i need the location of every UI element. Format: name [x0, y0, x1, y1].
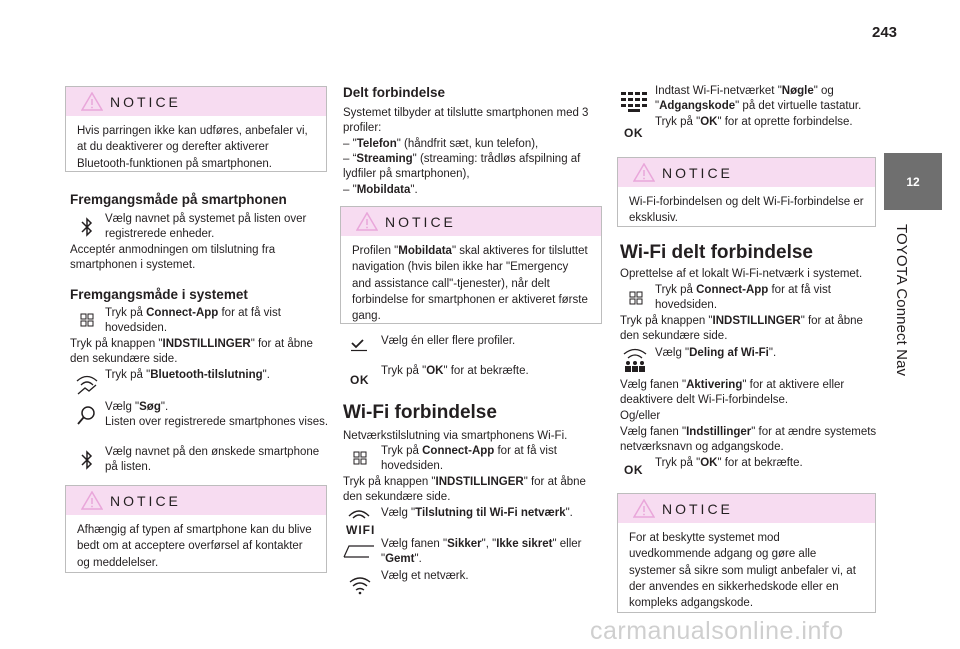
notice-box	[65, 86, 327, 172]
warning-icon	[633, 163, 655, 182]
section-title: Wi-Fi delt forbindelse	[620, 242, 813, 263]
paragraph: Oprettelse af et lokalt Wi-Fi-netværk i systemet.	[620, 268, 863, 280]
notice-box	[65, 485, 327, 573]
step-text: Vælg "Tilslutning til Wi-Fi netværk".	[381, 507, 573, 519]
list-item: – “Streaming" (streaming: trådløs afspilning af lydfiler på smartphonen),	[343, 153, 581, 181]
bluetooth-icon	[80, 449, 94, 471]
wifi-waves-icon	[346, 507, 372, 519]
notice-box	[617, 157, 876, 227]
step-text: Vælg "Deling af Wi-Fi".	[655, 347, 777, 359]
step-text: Tryk på "Bluetooth-tilslutning".	[105, 369, 270, 381]
warning-icon	[633, 499, 655, 518]
step-text: Vælg navnet på den ønskede smartphone på listen.	[105, 446, 320, 474]
list-item: – "Mobildata".	[343, 184, 418, 196]
notice-title: NOTICE	[662, 165, 733, 181]
step-text: Tryk på knappen "INDSTILLINGER" for at åbne den sekundære side.	[620, 315, 863, 343]
tab-select-icon	[343, 544, 375, 558]
section-heading: Fremgangsmåde på smartphonen	[70, 192, 287, 207]
step-text: Vælg fanen "Sikker", "Ikke sikret" eller "Gemt".	[381, 538, 582, 566]
step-text: Tryk på "OK" for at bekræfte.	[655, 457, 803, 469]
step-text: Tryk på knappen "INDSTILLINGER" for at åbne den sekundære side.	[70, 338, 313, 366]
ok-icon: OK	[624, 463, 643, 477]
wifi-signal-icon	[348, 575, 372, 595]
notice-title: NOTICE	[662, 501, 733, 517]
notice-title: NOTICE	[385, 214, 456, 230]
checkbox-icon	[350, 338, 368, 352]
paragraph: Og/eller	[620, 410, 661, 422]
ok-icon: OK	[624, 126, 643, 140]
watermark: carmanualsonline.info	[590, 617, 844, 645]
notice-text: For at beskytte systemet mod uvedkommende adgang og gøre alle systemer så sikre som muligt anbefaler vi, at der anvendes en sikkerhedskode eller en kompleks adgangskode.	[629, 532, 856, 610]
notice-header	[66, 87, 326, 116]
page-number: 243	[872, 24, 898, 41]
chapter-tab: 12	[884, 153, 942, 210]
step-text: Tryk på "OK" for at bekræfte.	[381, 365, 529, 377]
step-text: Vælg én eller flere profiler.	[381, 335, 516, 347]
apps-grid-icon	[353, 451, 367, 465]
list-item: – "Telefon" (håndfrit sæt, kun telefon),	[343, 138, 539, 150]
step-text: Listen over registrerede smartphones vises.	[105, 416, 329, 428]
step-text: Vælg navnet på systemet på listen over registrerede enheder.	[105, 213, 307, 241]
step-text: Tryk på Connect-App for at få vist hovedsiden.	[655, 284, 831, 312]
step-text: Tryk på Connect-App for at få vist hovedsiden.	[105, 307, 281, 335]
wifi-icon	[346, 506, 375, 537]
step-text: Indtast Wi-Fi-netværket "Nøgle" og "Adgangskode" på det virtuelle tastatur.	[655, 85, 862, 113]
paragraph: Systemet tilbyder at tilslutte smartphonen med 3 profiler:	[343, 107, 589, 135]
step-text: Tryk på knappen "INDSTILLINGER" for at åbne den sekundære side.	[343, 476, 586, 504]
notice-text: Hvis parringen ikke kan udføres, anbefaler vi, at du deaktiverer og derefter aktiverer Bluetooth-funktionen på smartphonen.	[77, 125, 308, 170]
notice-text: Afhængig af typen af smartphone kan du blive bedt om at acceptere overførsel af kontakter og meddelelser.	[77, 524, 312, 569]
wifi-icon-label: WIFI	[346, 523, 376, 537]
keyboard-icon	[620, 91, 650, 113]
step-text: Acceptér anmodningen om tilslutning fra smartphonen i systemet.	[70, 244, 276, 272]
section-title: Wi-Fi forbindelse	[343, 402, 497, 423]
apps-grid-icon	[80, 313, 94, 327]
step-text: Vælg et netværk.	[381, 570, 469, 582]
chapter-title: TOYOTA Connect Nav	[893, 224, 910, 377]
notice-box	[617, 493, 876, 613]
step-text: Tryk på Connect-App for at få vist hovedsiden.	[381, 445, 557, 473]
paragraph: Vælg fanen "Aktivering" for at aktivere eller deaktivere delt Wi-Fi-forbindelse.	[620, 379, 845, 407]
notice-title: NOTICE	[110, 94, 181, 110]
paragraph: Vælg fanen "Indstillinger" for at ændre systemets netværksnavn og adgangskode.	[620, 426, 877, 454]
notice-header	[66, 486, 326, 515]
wifi-share-icon	[620, 346, 650, 374]
warning-icon	[356, 212, 378, 231]
warning-icon	[81, 92, 103, 111]
paragraph: Netværkstilslutning via smartphonens Wi-Fi.	[343, 430, 568, 442]
bluetooth-icon	[80, 216, 94, 238]
step-text: Vælg "Søg".	[105, 401, 169, 413]
notice-header	[618, 494, 875, 523]
notice-title: NOTICE	[110, 493, 181, 509]
notice-header	[618, 158, 875, 187]
warning-icon	[81, 491, 103, 510]
step-text: Tryk på "OK" for at oprette forbindelse.	[655, 116, 853, 128]
notice-text: Profilen "Mobildata" skal aktiveres for tilsluttet navigation (hvis bilen ikke har "Emergency and assistance call"-tjenester), når delt forbindelse for smartphonen er aktiveret første gang.	[352, 245, 588, 323]
ok-icon: OK	[350, 373, 369, 387]
section-heading: Delt forbindelse	[343, 85, 446, 100]
bluetooth-phone-icon	[72, 368, 102, 398]
section-heading: Fremgangsmåde i systemet	[70, 287, 248, 302]
notice-header	[341, 207, 601, 236]
notice-box	[340, 206, 602, 324]
apps-grid-icon	[629, 291, 643, 305]
notice-text: Wi-Fi-forbindelsen og delt Wi-Fi-forbindelse er eksklusiv.	[629, 196, 864, 225]
